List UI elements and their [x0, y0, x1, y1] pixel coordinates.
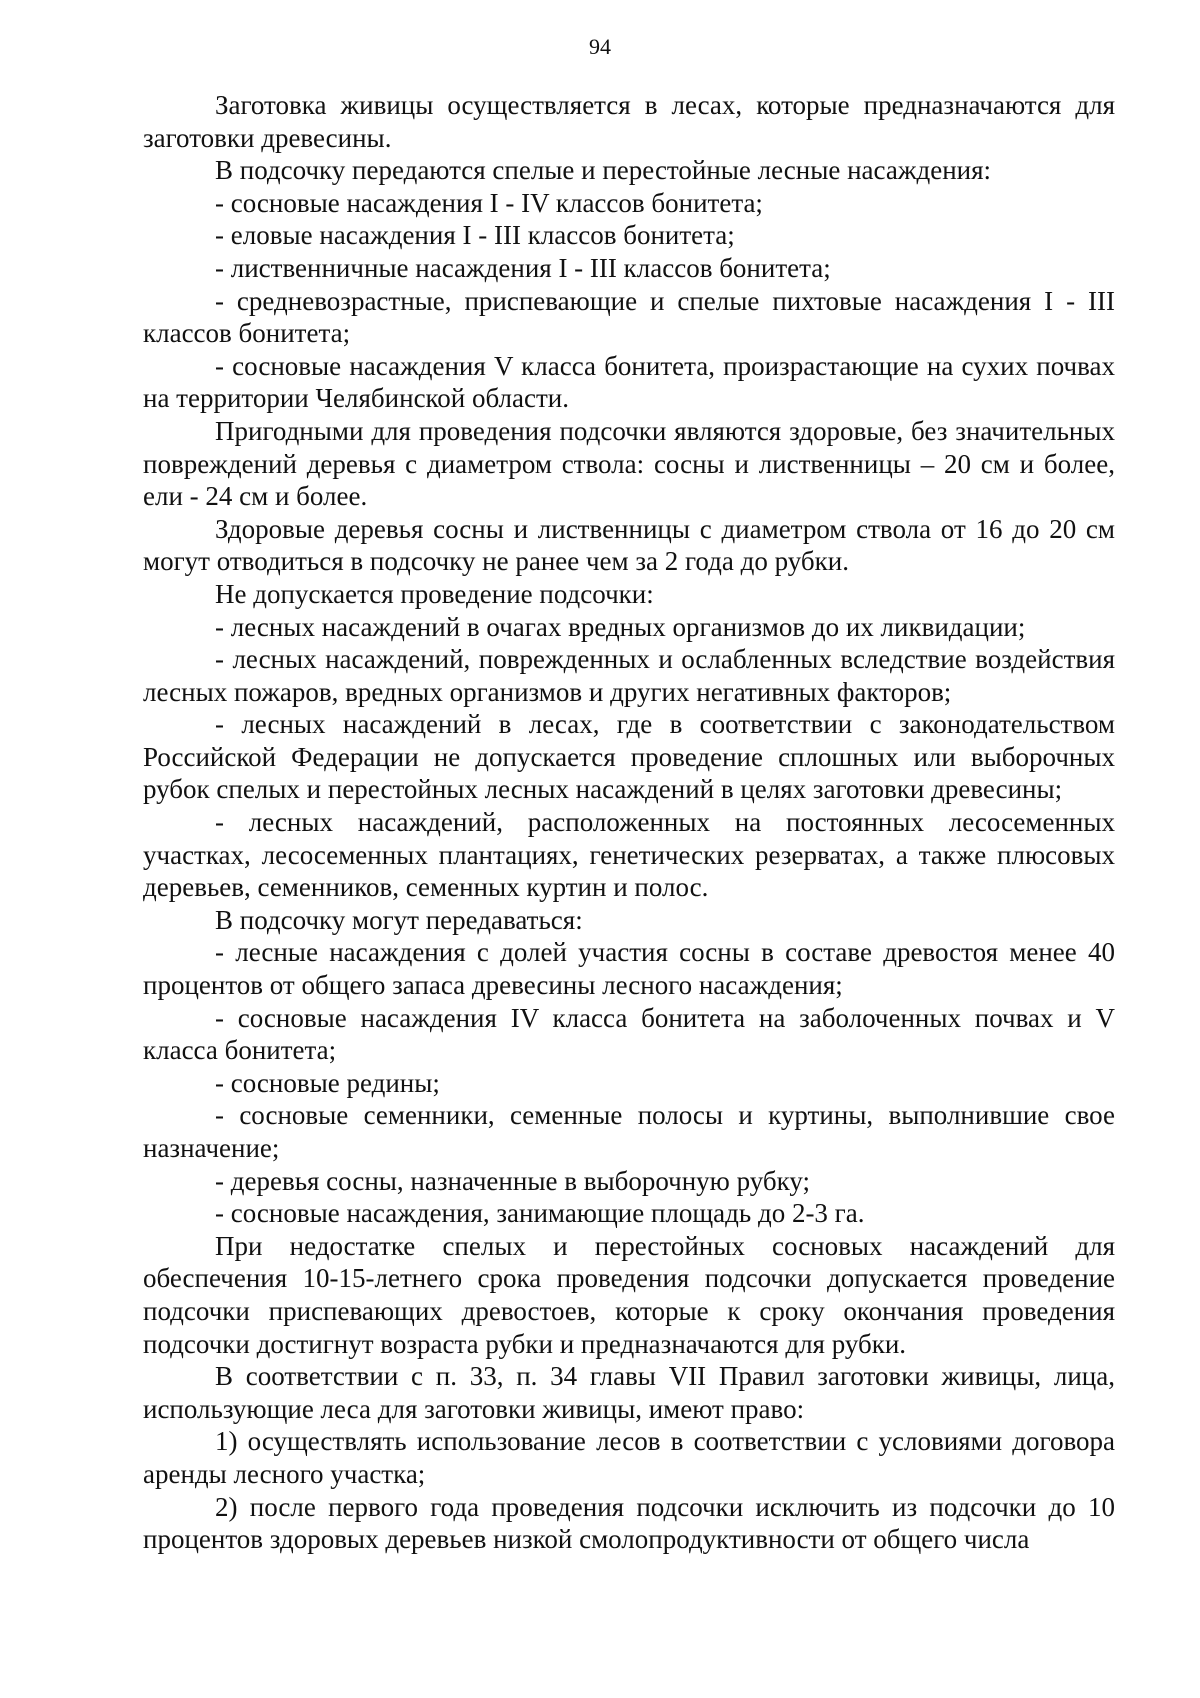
- paragraph: Здоровые деревья сосны и лиственницы с диаметром ствола от 16 до 20 см могут отводиться в подсочку не ранее чем за 2 года до рубки.: [143, 513, 1115, 577]
- paragraph: В подсочку передаются спелые и перестойные лесные насаждения:: [215, 155, 992, 186]
- body-text: [143, 89, 1115, 1556]
- list-item: - сосновые насаждения IV класса бонитета на заболоченных почвах и V класса бонитета;: [143, 1002, 1115, 1066]
- list-item: 2) после первого года проведения подсочки исключить из подсочки до 10 процентов здоровых деревьев низкой смолопродуктивности от общего числа: [143, 1491, 1115, 1555]
- list-item: - сосновые насаждения, занимающие площадь до 2-3 га.: [215, 1198, 865, 1229]
- paragraph: Пригодными для проведения подсочки являются здоровые, без значительных повреждений деревья с диаметром ствола: сосны и лиственницы – 20 см и более, ели - 24 см и более.: [143, 415, 1115, 512]
- list-item: - лесных насаждений, поврежденных и ослабленных вследствие воздействия лесных пожаров, вредных организмов и других негативных факторов;: [143, 644, 1115, 707]
- list-item: - лесных насаждений, расположенных на постоянных лесосеменных участках, лесосеменных плантациях, генетических резерватах, а также плюсовых деревьев, семенников, семенных куртин и полос.: [143, 807, 1115, 903]
- list-item: - деревья сосны, назначенные в выборочную рубку;: [215, 1165, 810, 1196]
- list-item: - еловые насаждения I - III классов бонитета;: [215, 220, 735, 251]
- paragraph: При недостатке спелых и перестойных сосновых насаждений для обеспечения 10-15-летнего срока проведения подсочки допускается проведение подсочки приспевающих древостоев, которые к сроку окончания проведения подсочки достигнут возраста рубки и предназначаются для рубки.: [143, 1230, 1115, 1359]
- page-number: 94: [589, 34, 611, 59]
- list-item: - сосновые редины;: [215, 1067, 440, 1098]
- list-item: - сосновые насаждения I - IV классов бонитета;: [215, 187, 763, 218]
- list-item: - лесных насаждений в очагах вредных организмов до их ликвидации;: [215, 611, 1026, 642]
- list-item: - сосновые семенники, семенные полосы и куртины, выполнившие свое назначение;: [143, 1100, 1115, 1163]
- paragraph: В подсочку могут передаваться:: [215, 904, 583, 935]
- paragraph: В соответствии с п. 33, п. 34 главы VII Правил заготовки живицы, лица, использующие леса для заготовки живицы, имеют право:: [143, 1361, 1115, 1424]
- list-item: - лесные насаждения с долей участия сосны в составе древостоя менее 40 процентов от общего запаса древесины лесного насаждения;: [143, 937, 1115, 1001]
- list-item: 1) осуществлять использование лесов в соответствии с условиями договора аренды лесного участка;: [143, 1426, 1115, 1489]
- paragraph: Заготовка живицы осуществляется в лесах, которые предназначаются для заготовки древесины.: [143, 90, 1115, 153]
- list-item: - лиственничные насаждения I - III классов бонитета;: [215, 252, 831, 283]
- list-item: - лесных насаждений в лесах, где в соответствии с законодательством Российской Федерации не допускается проведение сплошных или выборочных рубок спелых и перестойных лесных насаждений в целях заготовки древесины;: [143, 709, 1115, 805]
- paragraph: Не допускается проведение подсочки:: [215, 578, 654, 609]
- list-item: - средневозрастные, приспевающие и спелые пихтовые насаждения I - III классов бонитета;: [143, 285, 1115, 349]
- list-item: - сосновые насаждения V класса бонитета, произрастающие на сухих почвах на территории Челябинской области.: [143, 350, 1115, 414]
